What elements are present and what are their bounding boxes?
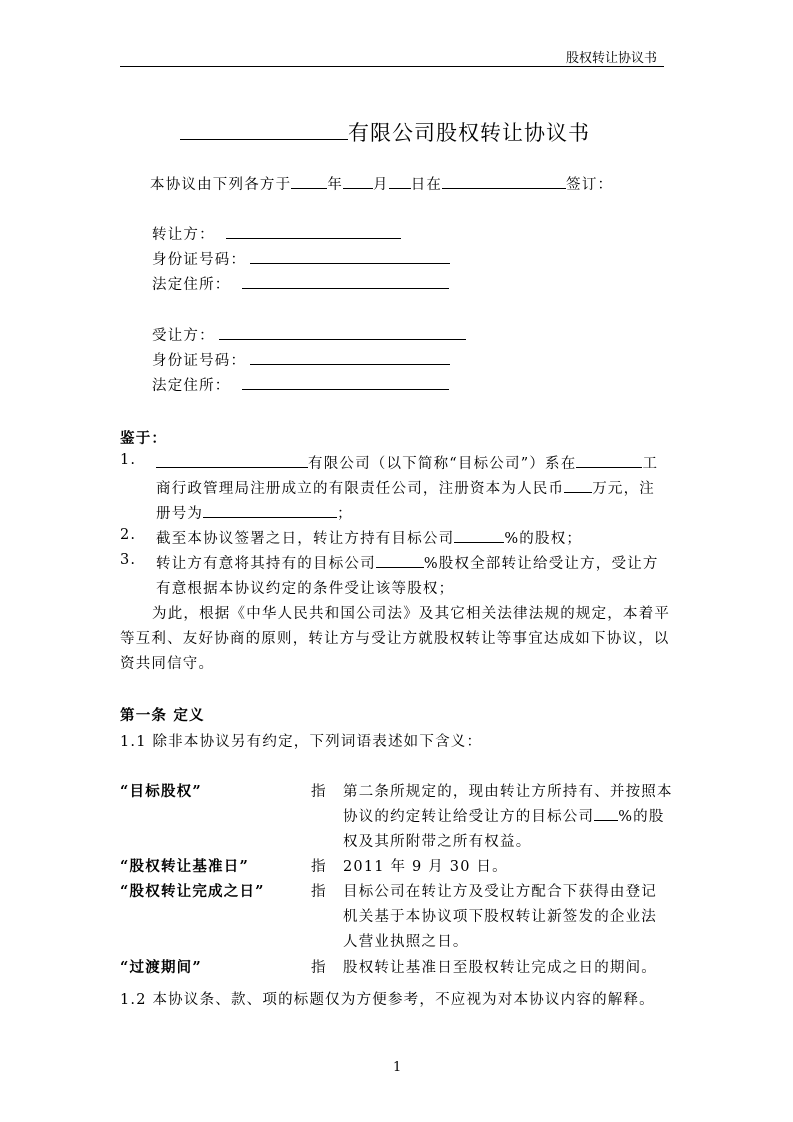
header-rule <box>120 66 664 67</box>
transferor-blank <box>226 224 401 239</box>
transferor-id-label: 身份证号码： <box>152 252 247 268</box>
transferee-id-blank <box>250 350 450 365</box>
item1-line2-b: 万元，注 <box>592 481 656 497</box>
intro-text-day: 日在 <box>410 177 443 193</box>
whereas-item2-num: 2. <box>120 527 137 543</box>
capital-blank <box>564 478 592 493</box>
document-title <box>180 117 590 147</box>
whereas-item1-num: 1. <box>120 452 137 468</box>
year-blank <box>291 174 327 189</box>
title-text: 有限公司股权转让协议书 <box>348 121 590 145</box>
target-company-blank <box>156 453 308 468</box>
transferee-address-blank <box>242 375 449 390</box>
transferee-label: 受让方： <box>152 328 215 344</box>
transferee-row <box>152 324 466 345</box>
whereas-heading: 鉴于： <box>120 430 168 447</box>
whereas-item3-num: 3. <box>120 552 137 568</box>
item1-line3-a: 册号为 <box>156 506 204 522</box>
month-blank <box>343 174 373 189</box>
item1-line3-b: ； <box>337 506 353 522</box>
transferee-blank <box>219 325 466 340</box>
def1-line2-b: %的股 <box>618 809 665 825</box>
whereas-item1-line3 <box>156 502 353 523</box>
def-term-base-date: “股权转让基准日” <box>120 858 249 875</box>
def4-line1: 股权转让基准日至股权转让完成之日的期间。 <box>343 960 657 976</box>
clause-1-1: 1.1 除非本协议另有约定，下列词语表述如下含义： <box>120 734 483 750</box>
whereas-item3-line2: 有意根据本协议约定的条件受让该等股权； <box>156 581 455 597</box>
item1-text-a: 有限公司（以下简称“目标公司”）系在 <box>308 456 577 472</box>
transferor-id-blank <box>250 249 450 264</box>
whereas-item2-line <box>156 527 582 548</box>
def1-line3: 权及其所附带之所有权益。 <box>343 834 532 850</box>
intro-line <box>150 173 613 194</box>
whereas-para-line1: 为此，根据《中华人民共和国公司法》及其它相关法律法规的规定，本着平 <box>152 606 671 622</box>
item1-line2-a: 商行政管理局注册成立的有限责任公司，注册资本为人民币 <box>156 481 565 497</box>
place-blank <box>442 174 566 189</box>
def-term-target-equity: “目标股权” <box>120 783 202 800</box>
transfer-percent-blank <box>376 553 424 568</box>
def1-line2 <box>343 805 665 826</box>
transferor-label: 转让方： <box>152 227 215 243</box>
def3-line1: 目标公司在转让方及受让方配合下获得由登记 <box>343 884 657 900</box>
whereas-item1-line2 <box>156 477 655 498</box>
shareholding-blank <box>454 528 504 543</box>
clause-1-2: 1.2 本协议条、款、项的标题仅为方便参考，不应视为对本协议内容的解释。 <box>120 992 655 1008</box>
transferor-address-label: 法定住所： <box>152 277 231 293</box>
transferor-address-blank <box>242 274 449 289</box>
company-name-blank <box>180 117 348 140</box>
def-zhi-2: 指 <box>311 859 327 875</box>
day-blank <box>389 174 411 189</box>
def2-line1: 2011 年 9 月 30 日。 <box>343 859 508 875</box>
transferee-id-row <box>152 349 450 370</box>
whereas-para-line2: 等互利、友好协商的原则，转让方与受让方就股权转让等事宜达成如下协议，以 <box>120 631 670 647</box>
def1-line2-a: 协议的约定转让给受让方的目标公司 <box>343 809 595 825</box>
running-header: 股权转让协议书 <box>566 51 658 66</box>
registry-blank <box>576 453 642 468</box>
registration-number-blank <box>203 503 337 518</box>
intro-text-year: 年 <box>327 177 344 193</box>
whereas-para-line3: 资共同信守。 <box>120 656 215 672</box>
item3-text-b: %股权全部转让给受让方，受让方 <box>423 556 659 572</box>
transferor-row <box>152 223 401 244</box>
item3-text-a: 转让方有意将其持有的目标公司 <box>156 556 376 572</box>
item2-text-b: %的股权； <box>504 531 583 547</box>
item2-text-a: 截至本协议签署之日，转让方持有目标公司 <box>156 531 455 547</box>
intro-text-signed: 签订： <box>566 177 614 193</box>
def-zhi-4: 指 <box>311 960 327 976</box>
article1-heading: 第一条 定义 <box>120 707 205 724</box>
whereas-item3-line1 <box>156 552 659 573</box>
def1-percent-blank <box>594 806 618 821</box>
def-zhi-1: 指 <box>311 784 327 800</box>
transferor-address-row <box>152 273 449 294</box>
def3-line2: 机关基于本协议项下股权转让新签发的企业法 <box>343 909 657 925</box>
def-zhi-3: 指 <box>311 884 327 900</box>
def-term-transition-period: “过渡期间” <box>120 959 202 976</box>
transferee-address-row <box>152 374 449 395</box>
intro-text-a: 本协议由下列各方于 <box>150 177 292 193</box>
transferee-address-label: 法定住所： <box>152 378 231 394</box>
page-number: 1 <box>393 1060 402 1075</box>
def1-line1: 第二条所规定的，现由转让方所持有、并按照本 <box>343 784 673 800</box>
def-term-completion-date: “股权转让完成之日” <box>120 883 265 900</box>
whereas-item1-line1 <box>156 452 658 473</box>
transferee-id-label: 身份证号码： <box>152 353 247 369</box>
intro-text-month: 月 <box>373 177 389 193</box>
def3-line3: 人营业执照之日。 <box>343 934 469 950</box>
transferor-id-row <box>152 248 450 269</box>
item1-text-b: 工 <box>642 456 659 472</box>
